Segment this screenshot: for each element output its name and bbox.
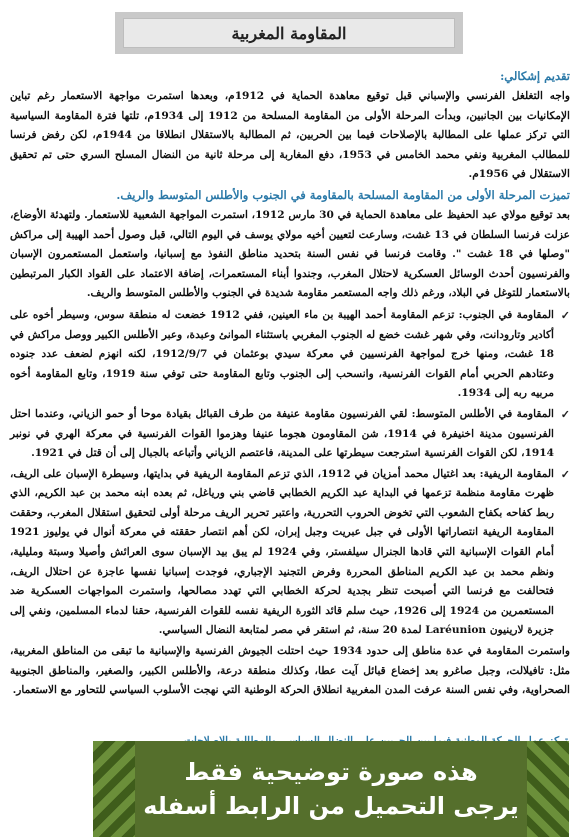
intro-paragraph: واجه التغلغل الفرنسي والإسباني قبل توقيع معاهدة الحماية في 1912م، وبعدها استمرت مواجهة الاستعمار رغم تباين الإمكانيات بين الجانبين، وبدأت المرحلة الأولى من المقاومة المسلحة من 1912 إلى 1934م، تلتها فترة المقاومة السياسية التي تركز عملها على المطالبة بالإصلاحات فيما بين الحربين، ثم المطالبة بالاستقلال انطلاقا من 1944م، لكن رفض فرنسا للمطالب المغربية ونفي محمد الخامس في 1953، دفع المغاربة إلى مرحلة ثانية من النضال المسلح السري حتى تم تحقيق الاستقلال في 1956م.	[10, 90, 570, 181]
page-title: المقاومة المغربية	[123, 18, 455, 48]
list-item-text: المقاومة الريفية: بعد اغتيال محمد أمزيان في 1912، الذي تزعم المقاومة الريفية في بدايتها، وسيطرة الإسبان على الريف، ظهرت مقاومة منظمة تزعمها في البداية عبد الكريم الخطابي قاضي بني ورياغل، ثم بعده ابنه محمد بن عبد الكريم، الذي ربط كفاحه بكفاح الشعوب التي تخوض الحروب التحررية، واعتبر تحرير الريف مرحلة أولى لتحقيق استقلال المغرب، وحققت المقاومة الريفية انتصاراتها الأولى في جبل عبريت وجبل إبران، لكن أهم انتصار حققته في معركة أنوال في يوليوز 1921 أمام القوات الإسبانية التي قادها الجنرال سيلفستر، وفي 1924 لم يبق بيد الإسبان سوى العرائش وأصيلا وسبتة ومليلية، ونظم محمد بن عبد الكريم المناطق المحررة وفرض التجنيد الإجباري، فوجدت إسبانيا نفسها عاجزة عن احتلال الريف، فتحالفت مع فرنسا التي أصبحت تنظر بجدية لحركة الخطابي التي تهدد مصالحها، واستمرت المواجهات العسكرية ضد المستعمرين من 1924 إلى 1926، حيث سلم قائد الثورة الريفية نفسه للقوات الفرنسية، حقنا لدماء المسلمين، ونفي إلى جزيرة لارينيون Laréunion لمدة 20 سنة، ثم استقر في مصر لمتابعة النضال السياسي.	[10, 467, 554, 637]
check-icon: ✓	[560, 467, 570, 481]
banner-decoration-right	[527, 741, 569, 837]
section1-heading: تميزت المرحلة الأولى من المقاومة المسلحة بالمقاومة في الجنوب والأطلس المتوسط والريف.	[116, 187, 570, 202]
section1-paragraph: بعد توقيع مولاي عبد الحفيظ على معاهدة الحماية في 30 مارس 1912، استمرت المواجهة الشعبية للاستعمار. ولتهدئة الأوضاع، عزلت فرنسا السلطان في 13 غشت، وسارعت لتعيين أخيه مولاي يوسف في اليوم التالي، قبل وصول أحمد الهيبة إلى مراكش "وصلها في 18 غشت ". وقامت فرنسا في نفس السنة بتحديد مناطق النفوذ مع إسبانيا، واستعمل المستعمرون الإسبان والفرنسيون أحدث الوسائل العسكرية لاحتلال المغرب، وجندوا أبناء المستعمرات، إضافة الاعتماد على القواد الكبار المرتبطين بالاستعمار للتوغل في البلاد، ورغم ذلك واجه المستعمر مقاومة شديدة في الجنوب والأطلس المتوسط والريف.	[10, 208, 570, 300]
check-icon: ✓	[560, 407, 570, 421]
title-frame	[115, 12, 463, 54]
document-body	[10, 68, 570, 837]
list-item-text: المقاومة في الأطلس المتوسط: لقي الفرنسيون مقاومة عنيفة من طرف القبائل بقيادة موحا أو حمو الزياني، وعندما احتل الفرنسيون مدينة اخنيفرة في 1914، شن المقاومون هجوما عنيفا وهزموا القوات الفرنسية في معركة الهري في نونبر 1914، لكن القوات الفرنسية استرجعت سيطرتها على المدينة، فاعتصم الزياني وأتباعه بالجبال إلى أن قتل في 1921.	[10, 407, 554, 460]
list-item	[10, 465, 570, 641]
intro-heading: تقديم إشكالي:	[500, 69, 570, 83]
resistance-list	[10, 306, 570, 641]
download-watermark-banner[interactable]	[93, 741, 569, 837]
list-item-text: المقاومة في الجنوب: تزعم المقاومة أحمد الهيبة بن ماء العينين، ففي 1912 خضعت له منطقة سوس، وسيطر أخوه على أكادير وتارودانت، وفي شهر غشت خضع له الجنوب المغربي باستثناء الموانئ وعبدة، وعبر الأطلس الكبير ووصل مراكش في 18 غشت، ومنها خرج لمواجهة الفرنسيين في معركة سيدي بوعثمان في 1912/9/7، لكنه انهزم لضعف عدد جنوده وعتادهم الحربي أمام القوات الفرنسية، وانسحب إلى الجنوب وتابع المقاومة حتى توفي سنة 1919، وتابع المقاومة أخوه مربيه ربه إلى 1934.	[10, 308, 554, 400]
watermark-line-2: يرجى التحميل من الرابط أسفله	[143, 792, 519, 820]
closing-paragraph: واستمرت المقاومة في عدة مناطق إلى حدود 1934 حيث احتلت الجيوش الفرنسية والإسبانية ما تبقى من المناطق المغربية، مثل: تافيلالت، وجبل صاغرو بعد إخضاع قبائل آيت عطا، وكذلك منطقة درعة، والأطلس الكبير، والصغير، والمناطق الجنوبية الصحراوية، وفي نفس السنة عرفت المدن المغربية انطلاق الحركة الوطنية التي نهجت الأسلوب السياسي للتحاور مع الاستعمار.	[10, 645, 570, 697]
list-item	[10, 306, 570, 404]
list-item	[10, 405, 570, 464]
check-icon: ✓	[560, 308, 570, 322]
banner-inner	[135, 741, 527, 837]
watermark-line-1: هذه صورة توضيحية فقط	[184, 758, 478, 786]
banner-decoration-left	[93, 741, 135, 837]
